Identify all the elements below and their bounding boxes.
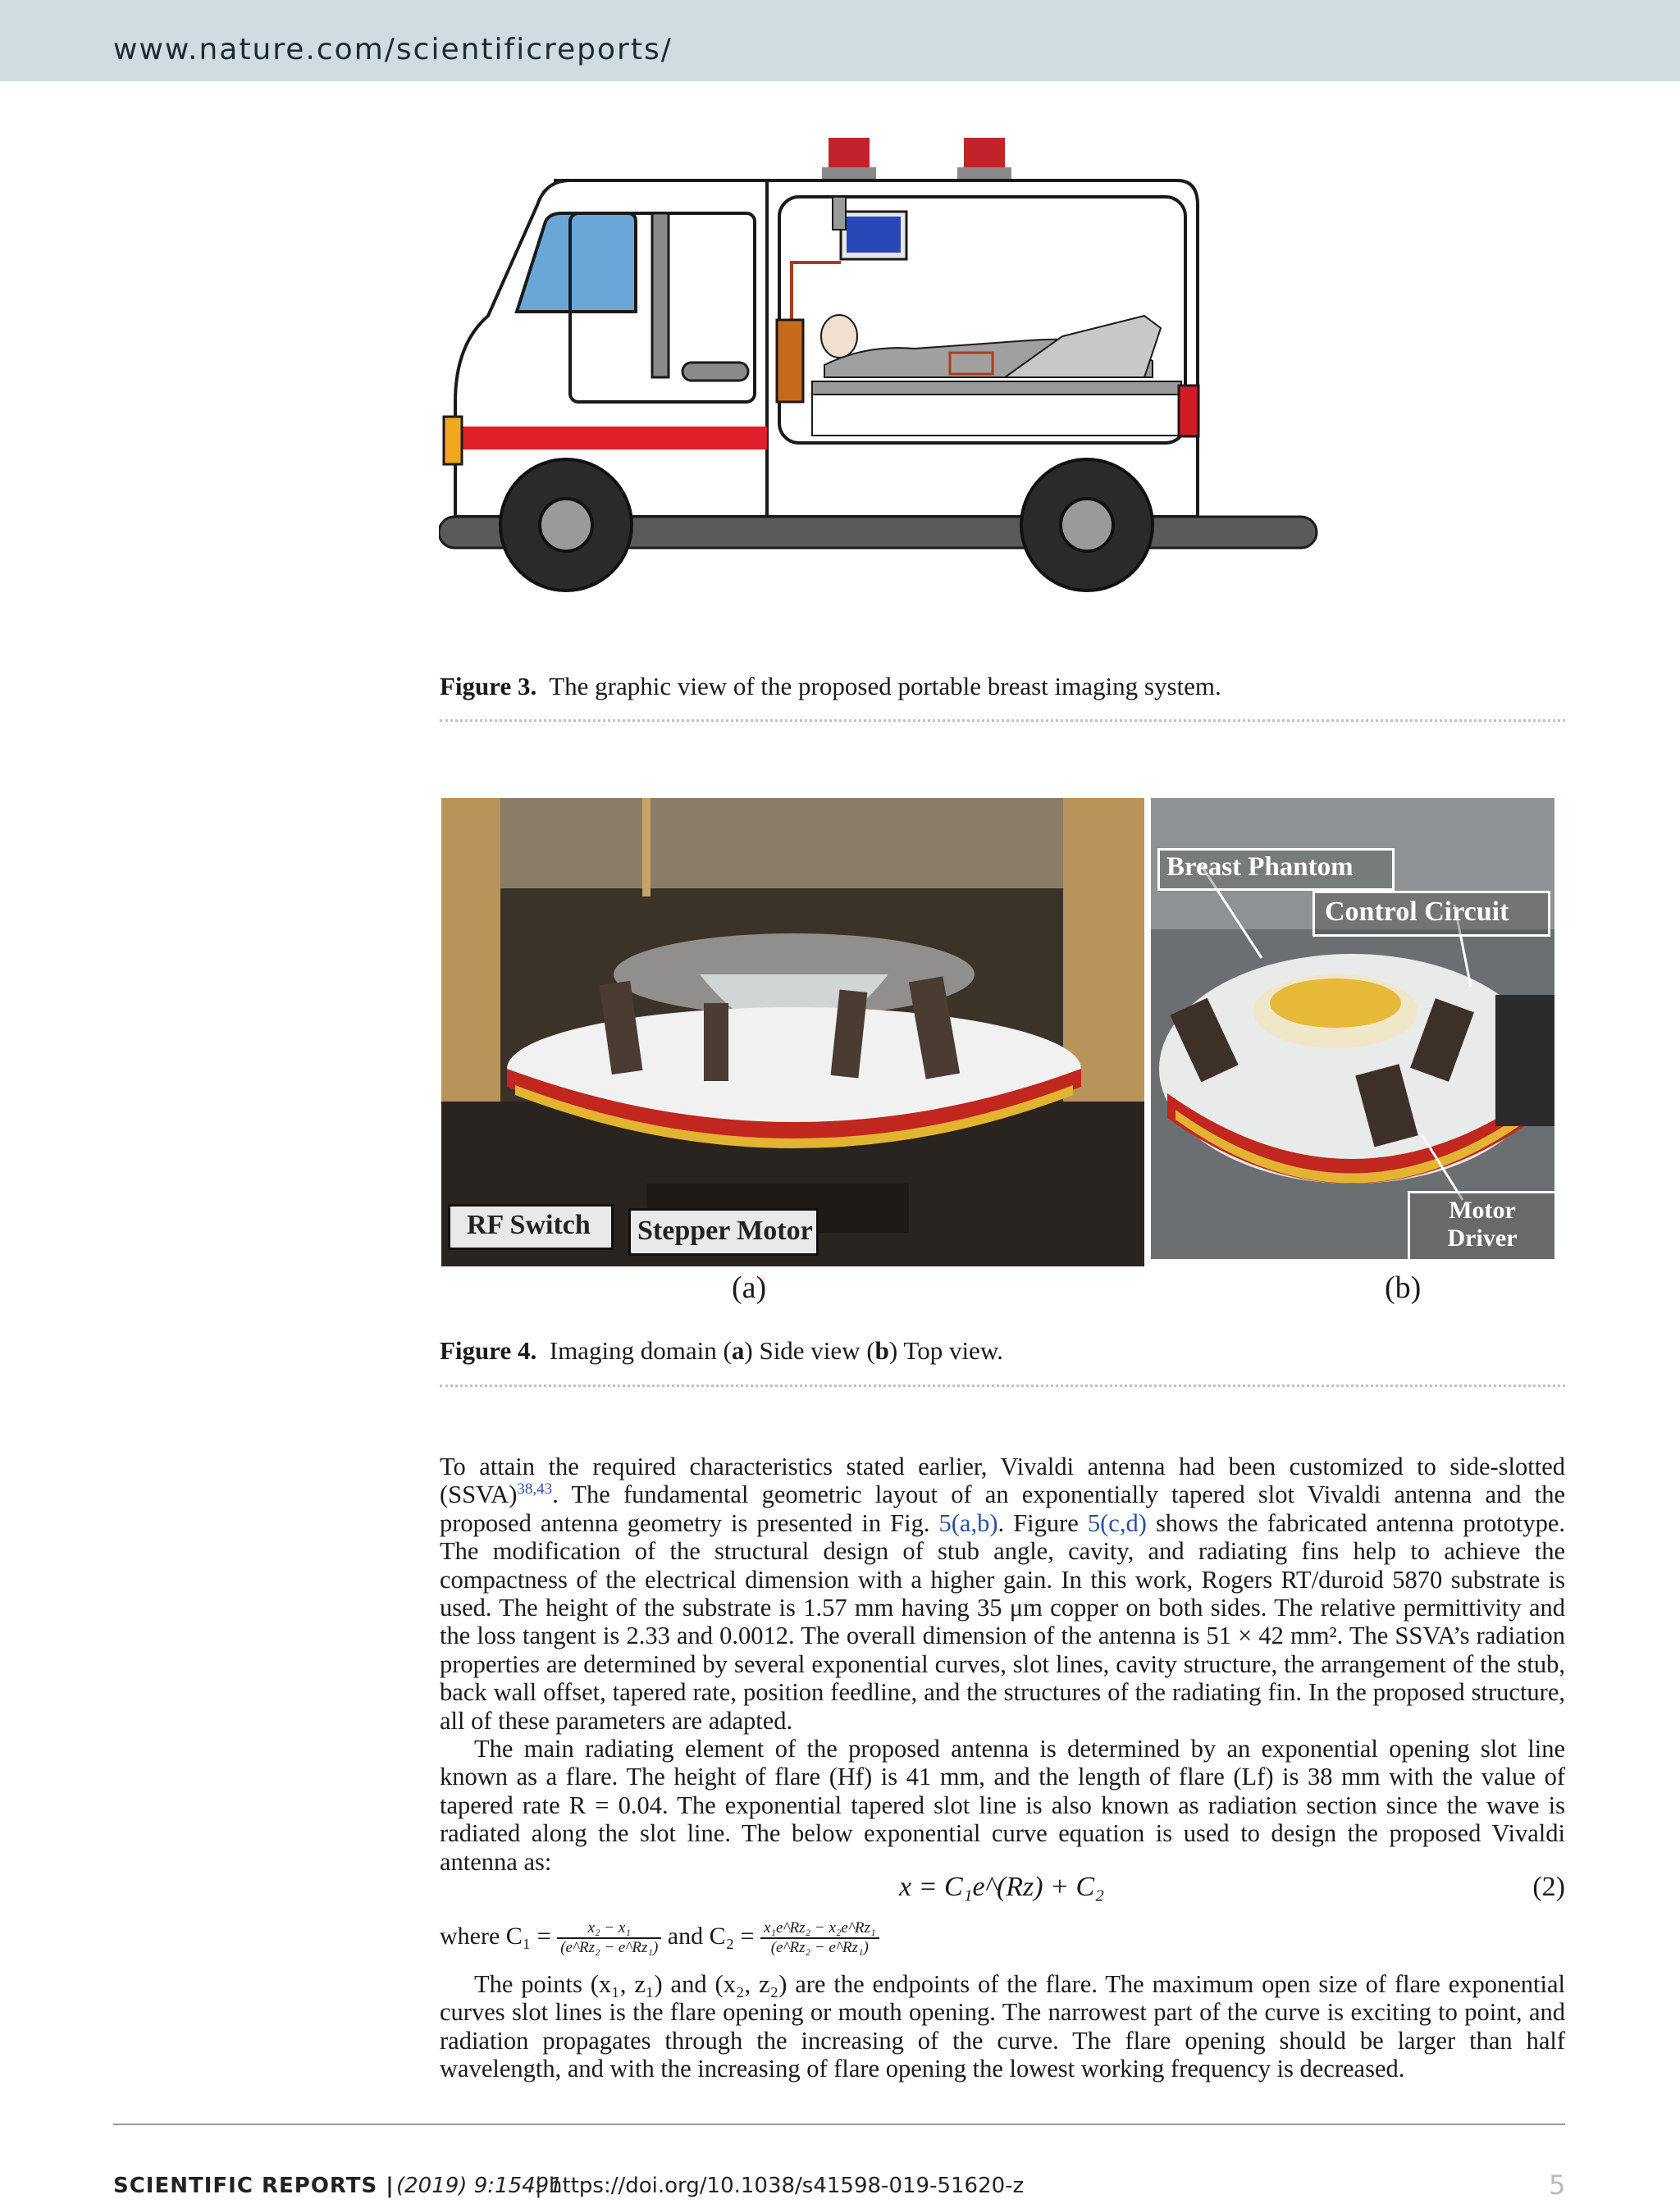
figure-4-caption-pre: Imaging domain ( <box>549 1336 732 1365</box>
label-breast-phantom-text: Breast Phantom <box>1166 852 1354 882</box>
figure-3-caption <box>440 671 1221 702</box>
equation-2-expression: x = C₁e^(Rz) + C₂ <box>899 1872 1105 1902</box>
journal-url[interactable]: www.nature.com/scientificreports/ <box>113 33 673 66</box>
label-motor-driver-line2: Driver <box>1447 1225 1518 1252</box>
label-control-circuit <box>1312 891 1550 937</box>
page-header <box>0 0 1680 81</box>
figure-4-label: Figure 4. <box>440 1336 537 1365</box>
figure-4-caption-b: b <box>874 1336 889 1365</box>
label-stepper-motor-text: Stepper Motor <box>637 1216 813 1246</box>
figure-3-label: Figure 3. <box>440 672 537 700</box>
paragraph-1 <box>440 1453 1565 1735</box>
figure-3-ambulance-illustration <box>439 131 1325 623</box>
citation-38-43[interactable]: 38,43 <box>517 1480 553 1499</box>
and-c2-label: and C₂ = <box>667 1922 755 1950</box>
label-rf-switch-text: RF Switch <box>467 1210 591 1240</box>
figure-ref-5cd[interactable]: 5(c,d) <box>1087 1508 1147 1537</box>
equation-2 <box>440 1872 1565 1909</box>
figure-ref-5ab[interactable]: 5(a,b) <box>938 1508 998 1537</box>
label-motor-driver <box>1408 1191 1557 1261</box>
figure-4-caption-mid: ) Side view ( <box>744 1336 875 1365</box>
c1-numerator: x₂ − x₁ <box>557 1919 661 1939</box>
figure-3-caption-text: The graphic view of the proposed portable breast imaging system. <box>549 672 1221 700</box>
body-text-block-2 <box>440 1970 1565 2083</box>
figure-4-caption-a: a <box>731 1336 745 1365</box>
paragraph-1-part-a: To attain the required characteristics stated earlier, Vivaldi antenna had been customized to side-slotted (SSVA) <box>440 1453 1565 1509</box>
paragraph-1-part-b: . The fundamental geometric layout of an exponentially tapered slot Vivaldi antenna and the proposed antenna geometry is presented in Fig. <box>440 1480 1565 1537</box>
footer-citation: (2019) 9:15491 <box>396 2174 563 2198</box>
c2-fraction <box>760 1919 879 1957</box>
label-motor-driver-line1: Motor <box>1449 1197 1516 1224</box>
paragraph-1-part-c: . Figure <box>998 1508 1088 1537</box>
paragraph-2: The main radiating element of the proposed antenna is determined by an exponential opening slot line known as a flare. The height of flare (Hf) is 41 mm, and the length of flare (Lf) is 38 mm with the value of tapered rate R = 0.04. The exponential tapered slot line is also known as radiation section since the wave is radiated along the slot line. The below exponential curve equation is used to design the proposed Vivaldi antenna as: <box>440 1735 1565 1876</box>
figure-4a-side-view-photo <box>441 798 1144 1266</box>
equation-2-number: (2) <box>1532 1872 1565 1902</box>
figure-4-divider <box>440 1385 1565 1387</box>
page-number: 5 <box>1549 2169 1566 2201</box>
paragraph-1-part-d: shows the fabricated antenna prototype. The modification of the structural design of stub angle, cavity, and radiating fins help to achieve the compactness of the electrical dimension with a higher gain. In this work, Rogers RT/duroid 5870 substrate is used. The height of the substrate is 1.57 mm having 35 μm copper on both sides. The relative permittivity and the loss tangent is 2.33 and 0.0012. The overall dimension of the antenna is 51 × 42 mm². The SSVA’s radiation properties are determined by several exponential curves, slot lines, cavity structure, the arrangement of the stub, back wall offset, tapered rate, position feedline, and the structures of the radiating fin. In the proposed structure, all of these parameters are adapted. <box>440 1508 1565 1735</box>
label-rf-switch <box>448 1204 614 1250</box>
footer-journal: SCIENTIFIC REPORTS | <box>113 2174 395 2198</box>
label-breast-phantom <box>1157 848 1395 891</box>
figure-4-caption <box>440 1335 1003 1366</box>
equation-definitions <box>440 1919 1565 1973</box>
label-control-circuit-text: Control Circuit <box>1325 896 1509 927</box>
figure-4b-sublabel: (b) <box>1385 1271 1422 1305</box>
footer-rule <box>113 2124 1565 2125</box>
figure-3-divider <box>440 719 1565 722</box>
c1-fraction <box>557 1919 661 1957</box>
c2-numerator: x₁e^Rz₂ − x₂e^Rz₁ <box>760 1919 879 1939</box>
figure-4-caption-post: ) Top view. <box>888 1336 1003 1365</box>
body-text-block <box>440 1453 1565 1876</box>
c1-denominator: (e^Rz₂ − e^Rz₁) <box>560 1939 659 1956</box>
paragraph-3: The points (x₁, z₁) and (x₂, z₂) are the endpoints of the flare. The maximum open size of flare exponential curves slot lines is the flare opening or mouth opening. The narrowest part of the curve is exciting to point, and radiation propagates through the increasing of the curve. The flare opening should be larger than half wavelength, and with the increasing of flare opening the lowest working frequency is decreased. <box>440 1970 1565 2083</box>
where-c1-label: where C₁ = <box>440 1922 551 1950</box>
figure-4a-sublabel: (a) <box>732 1271 767 1305</box>
label-stepper-motor <box>628 1208 819 1256</box>
c2-denominator: (e^Rz₂ − e^Rz₁) <box>770 1939 869 1956</box>
footer-doi[interactable]: | https://doi.org/10.1038/s41598-019-51620-z <box>535 2174 1025 2198</box>
